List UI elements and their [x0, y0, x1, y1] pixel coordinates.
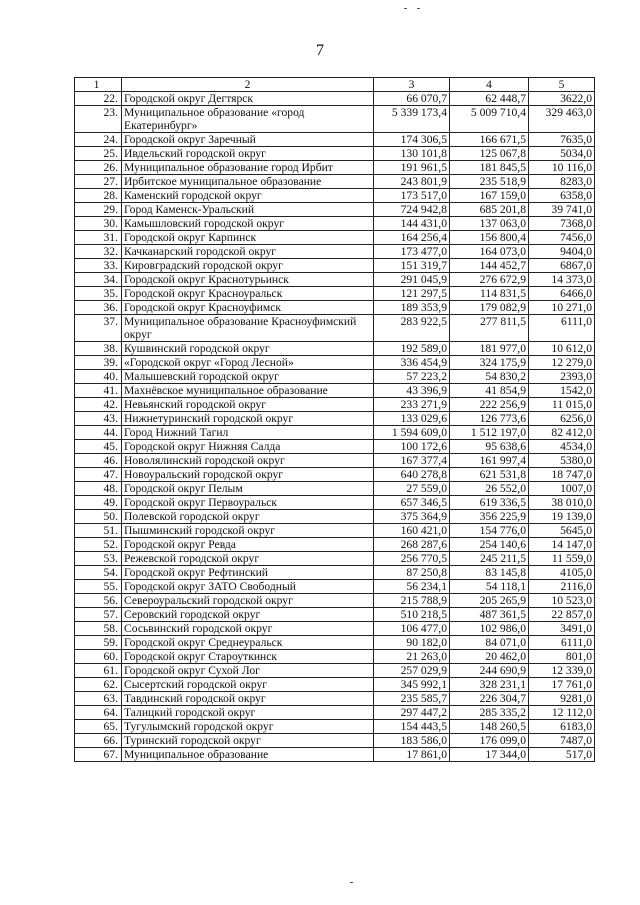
row-number: 26. — [75, 161, 122, 175]
value-col-5: 11 015,0 — [529, 398, 595, 412]
value-col-4: 1 512 197,0 — [450, 426, 529, 440]
value-col-5: 7635,0 — [529, 133, 595, 147]
table-row — [75, 92, 595, 106]
value-col-5: 10 523,0 — [529, 594, 595, 608]
table-row — [75, 217, 595, 231]
table-row — [75, 678, 595, 692]
row-number: 58. — [75, 622, 122, 636]
value-col-5: 3622,0 — [529, 92, 595, 106]
municipality-name: Пышминский городской округ — [122, 524, 374, 538]
value-col-3: 283 922,5 — [374, 315, 450, 342]
value-col-5: 6111,0 — [529, 315, 595, 342]
municipality-name: Серовский городской округ — [122, 608, 374, 622]
value-col-4: 62 448,7 — [450, 92, 529, 106]
value-col-3: 256 770,5 — [374, 552, 450, 566]
value-col-5: 17 761,0 — [529, 678, 595, 692]
value-col-5: 517,0 — [529, 748, 595, 762]
value-col-4: 20 462,0 — [450, 650, 529, 664]
municipality-name: Муниципальное образование «город Екатеринбург» — [122, 106, 374, 133]
value-col-5: 9404,0 — [529, 245, 595, 259]
table-row — [75, 203, 595, 217]
table-row — [75, 384, 595, 398]
row-number: 23. — [75, 106, 122, 133]
table-row — [75, 106, 595, 133]
table-row — [75, 622, 595, 636]
municipality-name: Сосьвинский городской округ — [122, 622, 374, 636]
row-number: 25. — [75, 147, 122, 161]
value-col-3: 21 263,0 — [374, 650, 450, 664]
table-row — [75, 133, 595, 147]
municipality-name: Каменский городской округ — [122, 189, 374, 203]
municipality-name: Режевской городской округ — [122, 552, 374, 566]
row-number: 35. — [75, 287, 122, 301]
municipality-name: Камышловский городской округ — [122, 217, 374, 231]
row-number: 43. — [75, 412, 122, 426]
value-col-3: 235 585,7 — [374, 692, 450, 706]
municipality-name: Городской округ Среднеуральск — [122, 636, 374, 650]
row-number: 31. — [75, 231, 122, 245]
table-row — [75, 552, 595, 566]
value-col-3: 151 319,7 — [374, 259, 450, 273]
scan-mark — [404, 8, 407, 9]
value-col-5: 14 147,0 — [529, 538, 595, 552]
municipality-name: Городской округ Красноуфимск — [122, 301, 374, 315]
value-col-3: 657 346,5 — [374, 496, 450, 510]
value-col-3: 154 443,5 — [374, 720, 450, 734]
value-col-4: 154 776,0 — [450, 524, 529, 538]
value-col-3: 106 477,0 — [374, 622, 450, 636]
value-col-3: 191 961,5 — [374, 161, 450, 175]
value-col-4: 181 845,5 — [450, 161, 529, 175]
row-number: 53. — [75, 552, 122, 566]
value-col-4: 619 336,5 — [450, 496, 529, 510]
table-row — [75, 356, 595, 370]
value-col-3: 130 101,8 — [374, 147, 450, 161]
value-col-3: 56 234,1 — [374, 580, 450, 594]
value-col-5: 18 747,0 — [529, 468, 595, 482]
value-col-3: 510 218,5 — [374, 608, 450, 622]
table-row — [75, 370, 595, 384]
value-col-3: 233 271,9 — [374, 398, 450, 412]
row-number: 47. — [75, 468, 122, 482]
value-col-4: 125 067,8 — [450, 147, 529, 161]
municipality-name: Городской округ Рефтинский — [122, 566, 374, 580]
municipality-name: Малышевский городской округ — [122, 370, 374, 384]
value-col-4: 26 552,0 — [450, 482, 529, 496]
value-col-3: 183 586,0 — [374, 734, 450, 748]
table-row — [75, 510, 595, 524]
row-number: 46. — [75, 454, 122, 468]
table-row — [75, 734, 595, 748]
value-col-5: 12 279,0 — [529, 356, 595, 370]
row-number: 62. — [75, 678, 122, 692]
table-row — [75, 273, 595, 287]
value-col-5: 19 139,0 — [529, 510, 595, 524]
row-number: 36. — [75, 301, 122, 315]
value-col-3: 43 396,9 — [374, 384, 450, 398]
value-col-4: 328 231,1 — [450, 678, 529, 692]
value-col-4: 144 452,7 — [450, 259, 529, 273]
header-col-2: 2 — [122, 78, 374, 92]
table-row — [75, 580, 595, 594]
value-col-5: 329 463,0 — [529, 106, 595, 133]
value-col-5: 11 559,0 — [529, 552, 595, 566]
value-col-5: 10 116,0 — [529, 161, 595, 175]
municipality-name: Городской округ ЗАТО Свободный — [122, 580, 374, 594]
value-col-4: 245 211,5 — [450, 552, 529, 566]
municipality-name: Тавдинский городской округ — [122, 692, 374, 706]
row-number: 64. — [75, 706, 122, 720]
header-col-1: 1 — [75, 78, 122, 92]
value-col-5: 6358,0 — [529, 189, 595, 203]
value-col-4: 176 099,0 — [450, 734, 529, 748]
value-col-3: 27 559,0 — [374, 482, 450, 496]
row-number: 44. — [75, 426, 122, 440]
value-col-3: 66 070,7 — [374, 92, 450, 106]
header-col-4: 4 — [450, 78, 529, 92]
value-col-5: 801,0 — [529, 650, 595, 664]
scan-mark — [417, 8, 420, 9]
row-number: 49. — [75, 496, 122, 510]
municipality-name: Городской округ Сухой Лог — [122, 664, 374, 678]
row-number: 48. — [75, 482, 122, 496]
value-col-3: 100 172,6 — [374, 440, 450, 454]
municipality-name: Новоуральский городской округ — [122, 468, 374, 482]
municipality-name: Невьянский городской округ — [122, 398, 374, 412]
municipality-name: Нижнетуринский городской округ — [122, 412, 374, 426]
value-col-4: 54 118,1 — [450, 580, 529, 594]
value-col-4: 621 531,8 — [450, 468, 529, 482]
value-col-3: 17 861,0 — [374, 748, 450, 762]
table-row — [75, 147, 595, 161]
value-col-4: 254 140,6 — [450, 538, 529, 552]
row-number: 39. — [75, 356, 122, 370]
value-col-3: 173 517,0 — [374, 189, 450, 203]
row-number: 28. — [75, 189, 122, 203]
row-number: 34. — [75, 273, 122, 287]
value-col-5: 4534,0 — [529, 440, 595, 454]
value-col-4: 164 073,0 — [450, 245, 529, 259]
value-col-5: 38 010,0 — [529, 496, 595, 510]
value-col-5: 3491,0 — [529, 622, 595, 636]
table-row — [75, 175, 595, 189]
row-number: 63. — [75, 692, 122, 706]
value-col-4: 114 831,5 — [450, 287, 529, 301]
value-col-4: 95 638,6 — [450, 440, 529, 454]
budget-table — [74, 77, 595, 762]
value-col-5: 10 271,0 — [529, 301, 595, 315]
table-row — [75, 189, 595, 203]
header-col-3: 3 — [374, 78, 450, 92]
value-col-5: 2393,0 — [529, 370, 595, 384]
value-col-4: 277 811,5 — [450, 315, 529, 342]
row-number: 50. — [75, 510, 122, 524]
municipality-name: Городской округ Ревда — [122, 538, 374, 552]
value-col-3: 87 250,8 — [374, 566, 450, 580]
table-row — [75, 748, 595, 762]
value-col-4: 179 082,9 — [450, 301, 529, 315]
municipality-name: Талицкий городской округ — [122, 706, 374, 720]
value-col-4: 167 159,0 — [450, 189, 529, 203]
value-col-5: 5034,0 — [529, 147, 595, 161]
municipality-name: Новолялинский городской округ — [122, 454, 374, 468]
value-col-3: 291 045,9 — [374, 273, 450, 287]
value-col-4: 161 997,4 — [450, 454, 529, 468]
value-col-3: 90 182,0 — [374, 636, 450, 650]
row-number: 51. — [75, 524, 122, 538]
row-number: 37. — [75, 315, 122, 342]
table-row — [75, 454, 595, 468]
value-col-5: 7456,0 — [529, 231, 595, 245]
value-col-3: 1 594 609,0 — [374, 426, 450, 440]
row-number: 24. — [75, 133, 122, 147]
row-number: 42. — [75, 398, 122, 412]
municipality-name: Качканарский городской округ — [122, 245, 374, 259]
value-col-4: 84 071,0 — [450, 636, 529, 650]
value-col-4: 137 063,0 — [450, 217, 529, 231]
value-col-3: 173 477,0 — [374, 245, 450, 259]
table-row — [75, 259, 595, 273]
value-col-3: 336 454,9 — [374, 356, 450, 370]
municipality-name: Тугулымский городской округ — [122, 720, 374, 734]
value-col-5: 2116,0 — [529, 580, 595, 594]
municipality-name: Городской округ Дегтярск — [122, 92, 374, 106]
row-number: 52. — [75, 538, 122, 552]
value-col-5: 9281,0 — [529, 692, 595, 706]
row-number: 67. — [75, 748, 122, 762]
value-col-3: 174 306,5 — [374, 133, 450, 147]
value-col-3: 724 942,8 — [374, 203, 450, 217]
value-col-5: 6867,0 — [529, 259, 595, 273]
value-col-5: 10 612,0 — [529, 342, 595, 356]
value-col-4: 222 256,9 — [450, 398, 529, 412]
table-row — [75, 398, 595, 412]
value-col-4: 5 009 710,4 — [450, 106, 529, 133]
table-row — [75, 315, 595, 342]
value-col-4: 156 800,4 — [450, 231, 529, 245]
value-col-5: 14 373,0 — [529, 273, 595, 287]
value-col-5: 6466,0 — [529, 287, 595, 301]
table-row — [75, 524, 595, 538]
table-row — [75, 496, 595, 510]
value-col-3: 640 278,8 — [374, 468, 450, 482]
value-col-3: 243 801,9 — [374, 175, 450, 189]
table-row — [75, 468, 595, 482]
value-col-4: 244 690,9 — [450, 664, 529, 678]
value-col-3: 121 297,5 — [374, 287, 450, 301]
value-col-5: 12 112,0 — [529, 706, 595, 720]
row-number: 30. — [75, 217, 122, 231]
table-row — [75, 706, 595, 720]
table-row — [75, 650, 595, 664]
municipality-name: Сысертский городской округ — [122, 678, 374, 692]
table-row — [75, 566, 595, 580]
value-col-4: 148 260,5 — [450, 720, 529, 734]
row-number: 38. — [75, 342, 122, 356]
municipality-name: Североуральский городской округ — [122, 594, 374, 608]
table-row — [75, 287, 595, 301]
value-col-4: 487 361,5 — [450, 608, 529, 622]
value-col-5: 82 412,0 — [529, 426, 595, 440]
value-col-5: 5380,0 — [529, 454, 595, 468]
table-row — [75, 608, 595, 622]
table-row — [75, 412, 595, 426]
value-col-4: 285 335,2 — [450, 706, 529, 720]
table-row — [75, 538, 595, 552]
row-number: 65. — [75, 720, 122, 734]
table-row — [75, 482, 595, 496]
value-col-4: 17 344,0 — [450, 748, 529, 762]
value-col-5: 39 741,0 — [529, 203, 595, 217]
value-col-5: 6111,0 — [529, 636, 595, 650]
value-col-3: 144 431,0 — [374, 217, 450, 231]
row-number: 57. — [75, 608, 122, 622]
table-row — [75, 342, 595, 356]
value-col-4: 126 773,6 — [450, 412, 529, 426]
value-col-4: 324 175,9 — [450, 356, 529, 370]
value-col-4: 41 854,9 — [450, 384, 529, 398]
value-col-4: 205 265,9 — [450, 594, 529, 608]
value-col-5: 6183,0 — [529, 720, 595, 734]
row-number: 27. — [75, 175, 122, 189]
value-col-3: 215 788,9 — [374, 594, 450, 608]
value-col-4: 54 830,2 — [450, 370, 529, 384]
municipality-name: Городской округ Пелым — [122, 482, 374, 496]
header-col-5: 5 — [529, 78, 595, 92]
table-row — [75, 245, 595, 259]
table-header-row — [75, 78, 595, 92]
row-number: 54. — [75, 566, 122, 580]
value-col-5: 1007,0 — [529, 482, 595, 496]
row-number: 55. — [75, 580, 122, 594]
table-row — [75, 440, 595, 454]
row-number: 40. — [75, 370, 122, 384]
value-col-3: 189 353,9 — [374, 301, 450, 315]
municipality-name: Ирбитское муниципальное образование — [122, 175, 374, 189]
value-col-3: 167 377,4 — [374, 454, 450, 468]
value-col-4: 356 225,9 — [450, 510, 529, 524]
value-col-3: 268 287,6 — [374, 538, 450, 552]
value-col-3: 297 447,2 — [374, 706, 450, 720]
table-row — [75, 301, 595, 315]
row-number: 22. — [75, 92, 122, 106]
row-number: 60. — [75, 650, 122, 664]
value-col-4: 102 986,0 — [450, 622, 529, 636]
table-row — [75, 664, 595, 678]
row-number: 33. — [75, 259, 122, 273]
row-number: 32. — [75, 245, 122, 259]
value-col-4: 166 671,5 — [450, 133, 529, 147]
municipality-name: Муниципальное образование город Ирбит — [122, 161, 374, 175]
value-col-4: 685 201,8 — [450, 203, 529, 217]
municipality-name: Городской округ Нижняя Салда — [122, 440, 374, 454]
municipality-name: Муниципальное образование — [122, 748, 374, 762]
value-col-3: 133 029,6 — [374, 412, 450, 426]
table-row — [75, 636, 595, 650]
value-col-3: 5 339 173,4 — [374, 106, 450, 133]
row-number: 29. — [75, 203, 122, 217]
row-number: 56. — [75, 594, 122, 608]
value-col-5: 22 857,0 — [529, 608, 595, 622]
value-col-3: 375 364,9 — [374, 510, 450, 524]
value-col-4: 276 672,9 — [450, 273, 529, 287]
municipality-name: Городской округ Заречный — [122, 133, 374, 147]
value-col-5: 7368,0 — [529, 217, 595, 231]
value-col-3: 257 029,9 — [374, 664, 450, 678]
value-col-4: 235 518,9 — [450, 175, 529, 189]
municipality-name: Городской округ Староуткинск — [122, 650, 374, 664]
value-col-4: 181 977,0 — [450, 342, 529, 356]
value-col-5: 4105,0 — [529, 566, 595, 580]
value-col-5: 6256,0 — [529, 412, 595, 426]
value-col-5: 7487,0 — [529, 734, 595, 748]
municipality-name: Городской округ Красноуральск — [122, 287, 374, 301]
municipality-name: Город Нижний Тагил — [122, 426, 374, 440]
municipality-name: «Городской округ «Город Лесной» — [122, 356, 374, 370]
value-col-4: 226 304,7 — [450, 692, 529, 706]
value-col-3: 57 223,2 — [374, 370, 450, 384]
page-number: 7 — [316, 42, 324, 59]
value-col-5: 8283,0 — [529, 175, 595, 189]
row-number: 45. — [75, 440, 122, 454]
municipality-name: Кушвинский городской округ — [122, 342, 374, 356]
municipality-name: Город Каменск-Уральский — [122, 203, 374, 217]
value-col-3: 164 256,4 — [374, 231, 450, 245]
municipality-name: Муниципальное образование Красноуфимский округ — [122, 315, 374, 342]
table-row — [75, 161, 595, 175]
row-number: 61. — [75, 664, 122, 678]
municipality-name: Городской округ Краснотурьинск — [122, 273, 374, 287]
value-col-3: 345 992,1 — [374, 678, 450, 692]
value-col-4: 83 145,8 — [450, 566, 529, 580]
value-col-5: 1542,0 — [529, 384, 595, 398]
table-row — [75, 426, 595, 440]
municipality-name: Ивдельский городской округ — [122, 147, 374, 161]
row-number: 66. — [75, 734, 122, 748]
value-col-3: 192 589,0 — [374, 342, 450, 356]
table-row — [75, 594, 595, 608]
municipality-name: Туринский городской округ — [122, 734, 374, 748]
row-number: 59. — [75, 636, 122, 650]
table-row — [75, 231, 595, 245]
municipality-name: Кировградский городской округ — [122, 259, 374, 273]
municipality-name: Полевской городской округ — [122, 510, 374, 524]
row-number: 41. — [75, 384, 122, 398]
table-row — [75, 692, 595, 706]
municipality-name: Городской округ Первоуральск — [122, 496, 374, 510]
value-col-3: 160 421,0 — [374, 524, 450, 538]
municipality-name: Городской округ Карпинск — [122, 231, 374, 245]
value-col-5: 5645,0 — [529, 524, 595, 538]
value-col-5: 12 339,0 — [529, 664, 595, 678]
scan-mark — [350, 882, 353, 883]
municipality-name: Махнёвское муниципальное образование — [122, 384, 374, 398]
table-row — [75, 720, 595, 734]
